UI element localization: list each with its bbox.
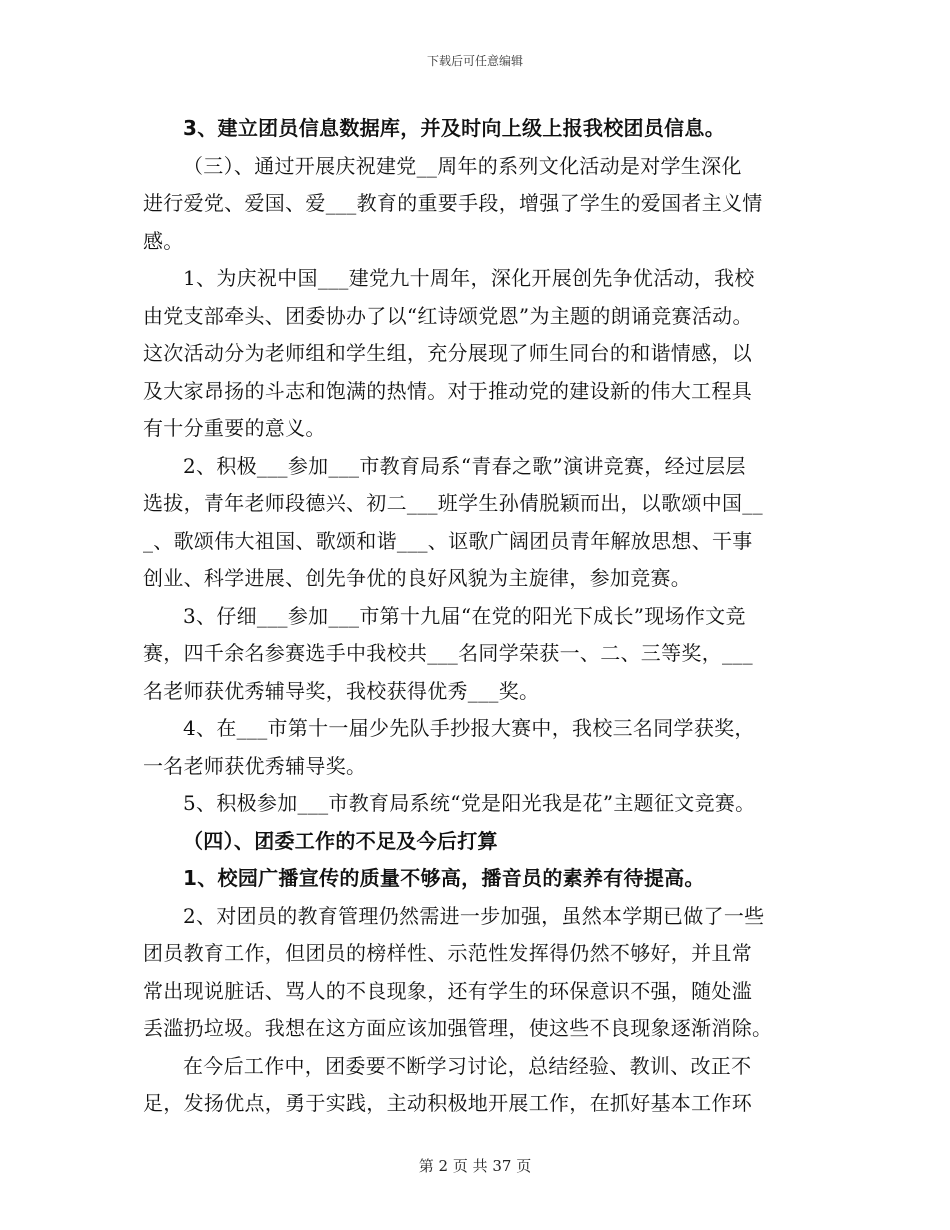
text-line: 4、在___市第十一届少先队手抄报大赛中，我校三名同学获奖， <box>183 716 755 740</box>
text-line: 1、为庆祝中国___建党九十周年，深化开展创先争优活动，我校 <box>183 266 755 290</box>
text-line: 3、仔细___参加___市第十九届“在党的阳光下成长”现场作文竞 <box>183 603 746 628</box>
text-line: _、歌颂伟大祖国、歌颂和谐___、讴歌广阔团员青年解放思想、干事 <box>143 528 753 553</box>
text-line: 感。 <box>143 228 184 253</box>
text-line: 及大家昂扬的斗志和饱满的热情。对于推动党的建设新的伟大工程具 <box>143 378 752 403</box>
text-line: 团员教育工作，但团员的榜样性、示范性发挥得仍然不够好，并且常 <box>143 941 752 965</box>
text-line: （四）、团委工作的不足及今后打算 <box>183 828 498 853</box>
text-line: 由党支部牵头、团委协办了以“红诗颂党恩”为主题的朗诵竞赛活动。 <box>143 303 753 328</box>
text-line: 足，发扬优点，勇于实践，主动积极地开展工作，在抓好基本工作环 <box>143 1091 752 1115</box>
text-line: 一名老师获优秀辅导奖。 <box>143 753 367 778</box>
text-line: 1、校园广播宣传的质量不够高，播音员的素养有待提高。 <box>183 866 705 890</box>
text-line: 5、积极参加___市教育局系统“党是阳光我是花”主题征文竞赛。 <box>183 791 756 815</box>
text-line: 选拔，青年老师段德兴、初二___班学生孙倩脱颖而出，以歌颂中国__ <box>143 491 763 515</box>
text-line: （三）、通过开展庆祝建党__周年的系列文化活动是对学生深化 <box>183 153 742 178</box>
text-line: 2、对团员的教育管理仍然需进一步加强，虽然本学期已做了一些 <box>183 903 765 928</box>
text-line: 名老师获优秀辅导奖，我校获得优秀___奖。 <box>143 678 540 703</box>
text-line: 有十分重要的意义。 <box>143 416 326 440</box>
text-line: 丢滥扔垃圾。我想在这方面应该加强管理，使这些不良现象逐渐消除。 <box>143 1016 773 1040</box>
page-footer-pagination: 第 2 页 共 37 页 <box>418 1157 532 1175</box>
text-line: 赛，四千余名参赛选手中我校共___名同学荣获一、二、三等奖，___ <box>143 641 753 665</box>
text-line: 2、积极___参加___市教育局系“青春之歌”演讲竞赛，经过层层 <box>183 453 746 478</box>
text-line: 创业、科学进展、创先争优的良好风貌为主旋律，参加竞赛。 <box>143 566 692 590</box>
document-body <box>143 110 811 1123</box>
text-line: 3、建立团员信息数据库，并及时向上级上报我校团员信息。 <box>183 116 726 140</box>
text-line: 在今后工作中，团委要不断学习讨论，总结经验、教训、改正不 <box>183 1053 752 1078</box>
text-line: 这次活动分为老师组和学生组，充分展现了师生同台的和谐情感，以 <box>143 341 752 365</box>
page-header: 下载后可任意编辑 <box>426 54 523 68</box>
text-line: 进行爱党、爱国、爱___教育的重要手段，增强了学生的爱国者主义情 <box>143 191 763 215</box>
text-line: 常出现说脏话、骂人的不良现象，还有学生的环保意识不强，随处滥 <box>143 978 752 1003</box>
